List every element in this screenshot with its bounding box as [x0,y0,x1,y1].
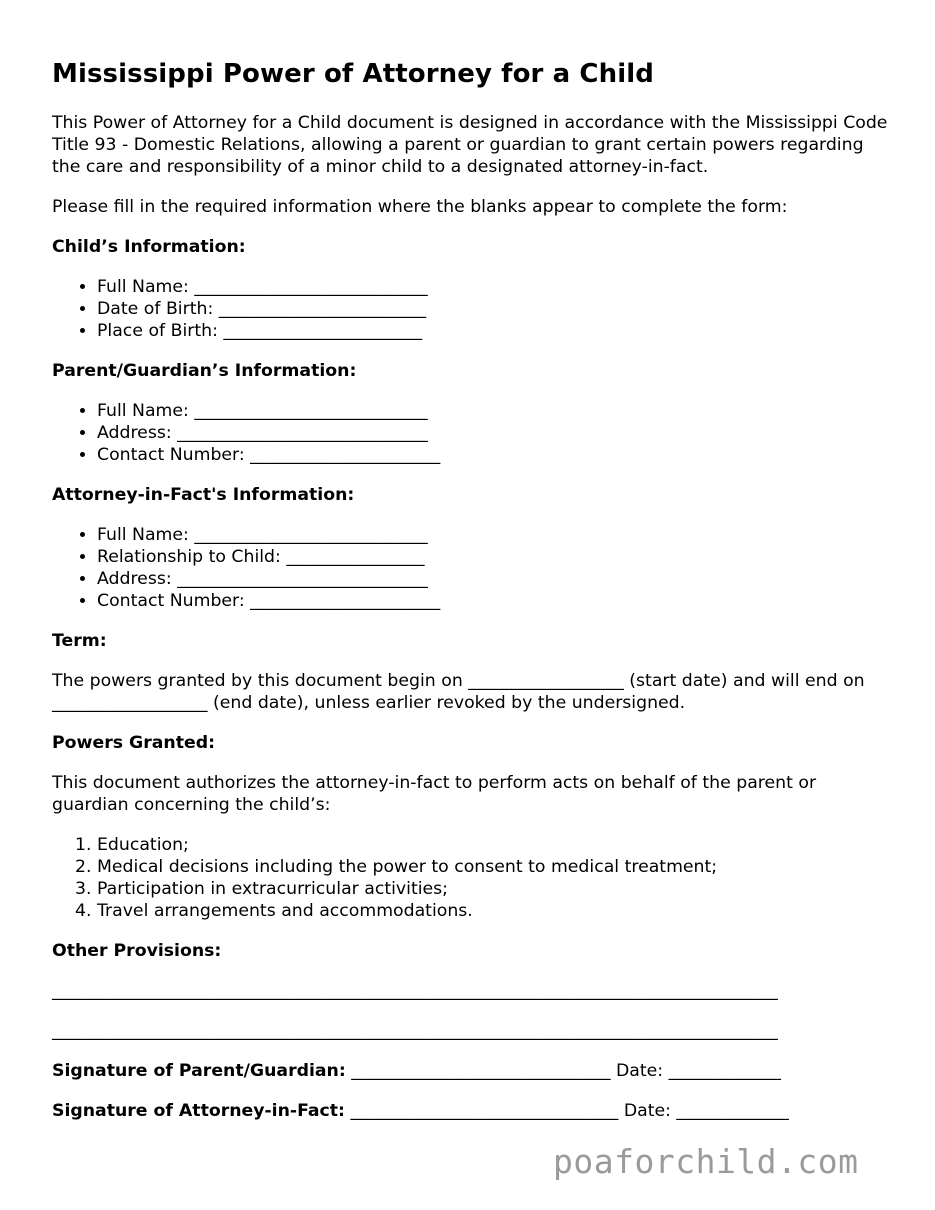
parent-address-field: • Address: _____________________________ [97,422,892,444]
parent-full-name-field: • Full Name: ___________________________ [97,400,892,422]
parent-contact-field: • Contact Number: ______________________ [97,444,892,466]
powers-paragraph: This document authorizes the attorney-in-fact to perform acts on behalf of the parent or guardian concerning the child’s: [52,773,817,815]
attorney-relationship-field: • Relationship to Child: ________________ [97,546,892,568]
other-provisions-line-1: ____________________________________________________________________________________ [52,981,778,1001]
attorney-info-list [52,524,892,612]
instructions-paragraph: Please fill in the required information where the blanks appear to complete the form: [52,197,788,217]
term-paragraph: The powers granted by this document begin on __________________ (start date) and will end on __________________ (end date), unless earlier revoked by the undersigned. [52,671,865,713]
child-info-heading: Child’s Information: [52,237,246,257]
attorney-contact-field: • Contact Number: ______________________ [97,590,892,612]
child-birthplace-field: • Place of Birth: _______________________ [97,320,892,342]
powers-heading: Powers Granted: [52,733,215,753]
attorney-signature-blank: _______________________________ Date: _____________ [344,1101,789,1121]
parent-signature-label: Signature of Parent/Guardian: [52,1061,346,1081]
child-full-name-field: • Full Name: ___________________________ [97,276,892,298]
power-item-medical: 2. Medical decisions including the power to consent to medical treatment; [97,856,892,878]
powers-list [52,834,892,922]
power-item-extracurricular: 3. Participation in extracurricular activities; [97,878,892,900]
parent-info-heading: Parent/Guardian’s Information: [52,361,357,381]
attorney-signature-label: Signature of Attorney-in-Fact: [52,1101,345,1121]
document-page [52,58,892,1140]
power-item-travel: 4. Travel arrangements and accommodations. [97,900,892,922]
site-watermark: poaforchild.com [553,1142,859,1181]
child-dob-field: • Date of Birth: ________________________ [97,298,892,320]
document-title: Mississippi Power of Attorney for a Child [52,59,654,89]
term-heading: Term: [52,631,107,651]
child-info-list [52,276,892,342]
attorney-address-field: • Address: _____________________________ [97,568,892,590]
attorney-signature-row [52,1100,892,1122]
other-provisions-heading: Other Provisions: [52,941,222,961]
power-item-education: 1. Education; [97,834,892,856]
parent-info-list [52,400,892,466]
other-provisions-line-2: ____________________________________________________________________________________ [52,1021,778,1041]
parent-signature-blank: ______________________________ Date: _____________ [345,1061,781,1081]
parent-signature-row [52,1060,892,1082]
attorney-full-name-field: • Full Name: ___________________________ [97,524,892,546]
attorney-info-heading: Attorney-in-Fact's Information: [52,485,355,505]
intro-paragraph: This Power of Attorney for a Child document is designed in accordance with the Mississippi Code Title 93 - Domestic Relations, allowing a parent or guardian to grant certain powers regarding the care and responsibility of a minor child to a designated attorney-in-fact. [52,113,888,177]
